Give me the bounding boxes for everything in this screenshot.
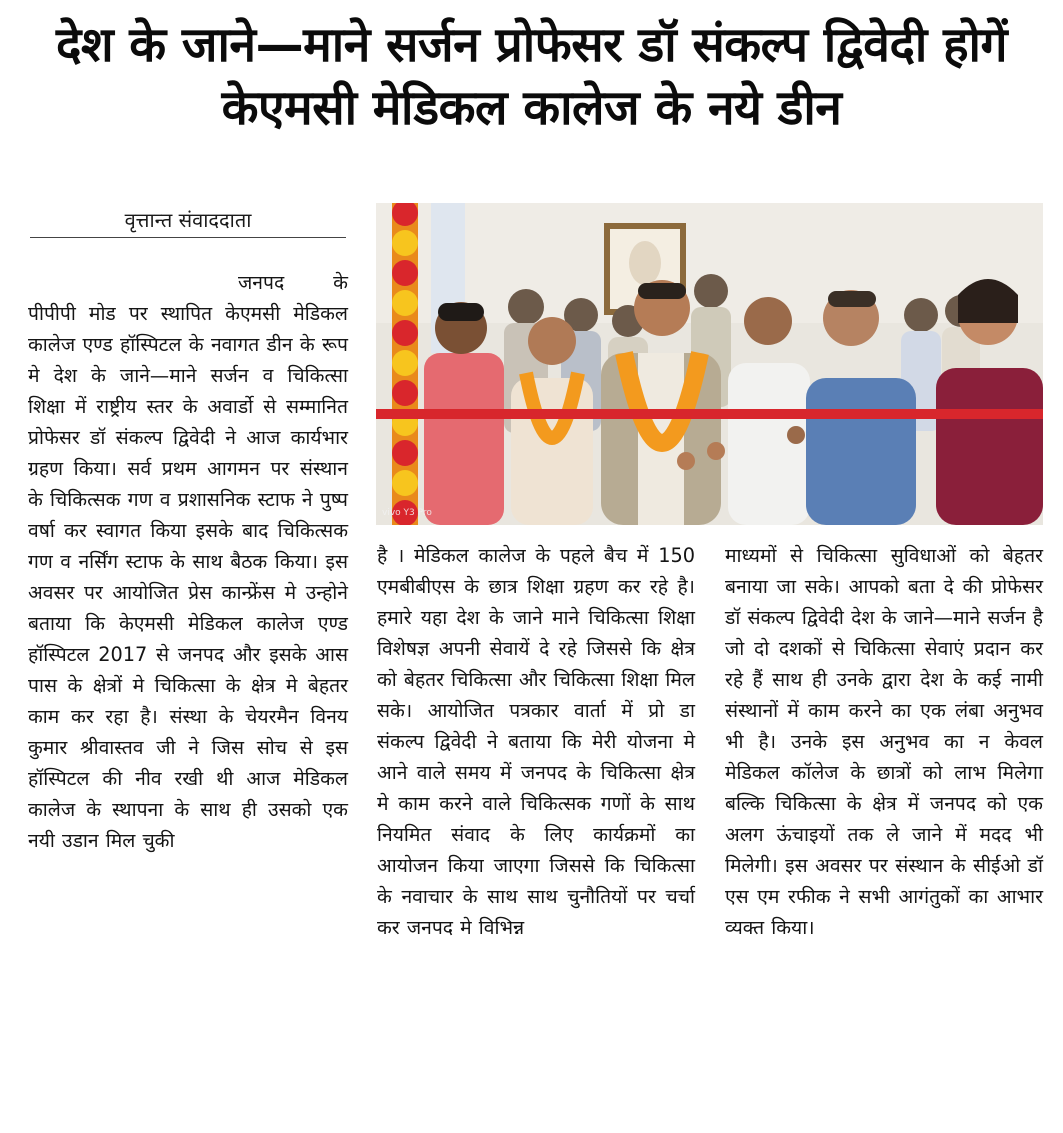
photo-watermark: vivo Y3 Pro <box>382 508 432 518</box>
event-photo <box>376 203 1043 525</box>
article-column-3: माध्यमों से चिकित्सा सुविधाओं को बेहतर बनाया जा सके। आपको बता दे की प्रोफेसर डॉ संकल्प द्विवेदी देश के जाने—माने सर्जन है जो दो दशकों से चिकित्सा सेवाएं प्रदान कर रहे हैं साथ ही उनके द्वारा देश के कई नामी संस्थानों में काम करने का एक लंबा अनुभव भी है। उनके इस अनुभव का न केवल मेडिकल कॉलेज के छात्रों को लाभ मिलेगा बल्कि चिकित्सा के क्षेत्र में जनपद को एक अलग ऊंचाइयों तक ले जाने में मदद भी मिलेगी। इस अवसर पर संस्थान के सीईओ डॉ एस एम रफीक ने सभी आगंतुकों का आभार व्यक्त किया। <box>725 544 1043 939</box>
column-1-lead: जनपद के <box>238 271 348 294</box>
ribbon-cutting-illustration <box>376 203 1043 525</box>
article-column-1 <box>28 267 348 856</box>
byline: वृत्तान्त संवाददाता <box>30 205 346 238</box>
column-1-text: पीपीपी मोड पर स्थापित केएमसी मेडिकल कालेज एण्ड हॉस्पिटल के नवागत डीन के रूप मे देश के जाने—माने सर्जन व चिकित्सा शिक्षा में राष्ट्रीय स्तर के अवार्डो से सम्मानित प्रोफेसर डॉ संकल्प द्विवेदी ने आज कार्यभार ग्रहण किया। सर्व प्रथम आगमन पर संस्थान के चिकित्सक गण व प्रशासनिक स्टाफ ने पुष्प वर्षा कर स्वागत किया इसके बाद चिकित्सक गण व नर्सिंग स्टाफ के साथ बैठक किया। इस अवसर पर आयोजित प्रेस कान्फ्रेंस मे उन्होने बताया कि केएमसी मेडिकल कालेज एण्ड हॉस्पिटल 2017 से जनपद और इसके आस पास के क्षेत्रों मे चिकित्सा के क्षेत्र मे बेहतर काम कर रहा है। संस्था के चेयरमैन विनय कुमार श्रीवास्तव जी ने जिस सोच से इस हॉस्पिटल की नीव रखी थी आज मेडिकल कालेज के स्थापना के साथ ही उसको एक नयी उडान मिल चुकी <box>28 302 348 852</box>
flower-garland <box>392 203 418 525</box>
headline: देश के जाने—माने सर्जन प्रोफेसर डॉ संकल्प द्विवेदी होगें केएमसी मेडिकल कालेज के नये डीन <box>55 17 1008 136</box>
article-column-2: है । मेडिकल कालेज के पहले बैच में 150 एमबीबीएस के छात्र शिक्षा ग्रहण कर रहे है। हमारे यहा देश के जाने माने चिकित्सा शिक्षा विशेषज्ञ अपनी सेवायें दे रहे जिससे कि क्षेत्र को बेहतर चिकित्सा और चिकित्सा शिक्षा मिल सके। आयोजित पत्रकार वार्ता में प्रो डा संकल्प द्विवेदी ने बताया कि मेरी योजना मे आने वाले समय में जनपद के चिकित्सा क्षेत्र मे काम करने वाले चिकित्सक गणों के साथ नियमित संवाद के लिए कार्यक्रमों का आयोजन किया जाएगा जिससे कि चिकित्सा के नवाचार के साथ साथ चुनौतियों पर चर्चा कर जनपद मे विभिन्न <box>377 544 695 939</box>
red-ribbon <box>376 409 1043 419</box>
